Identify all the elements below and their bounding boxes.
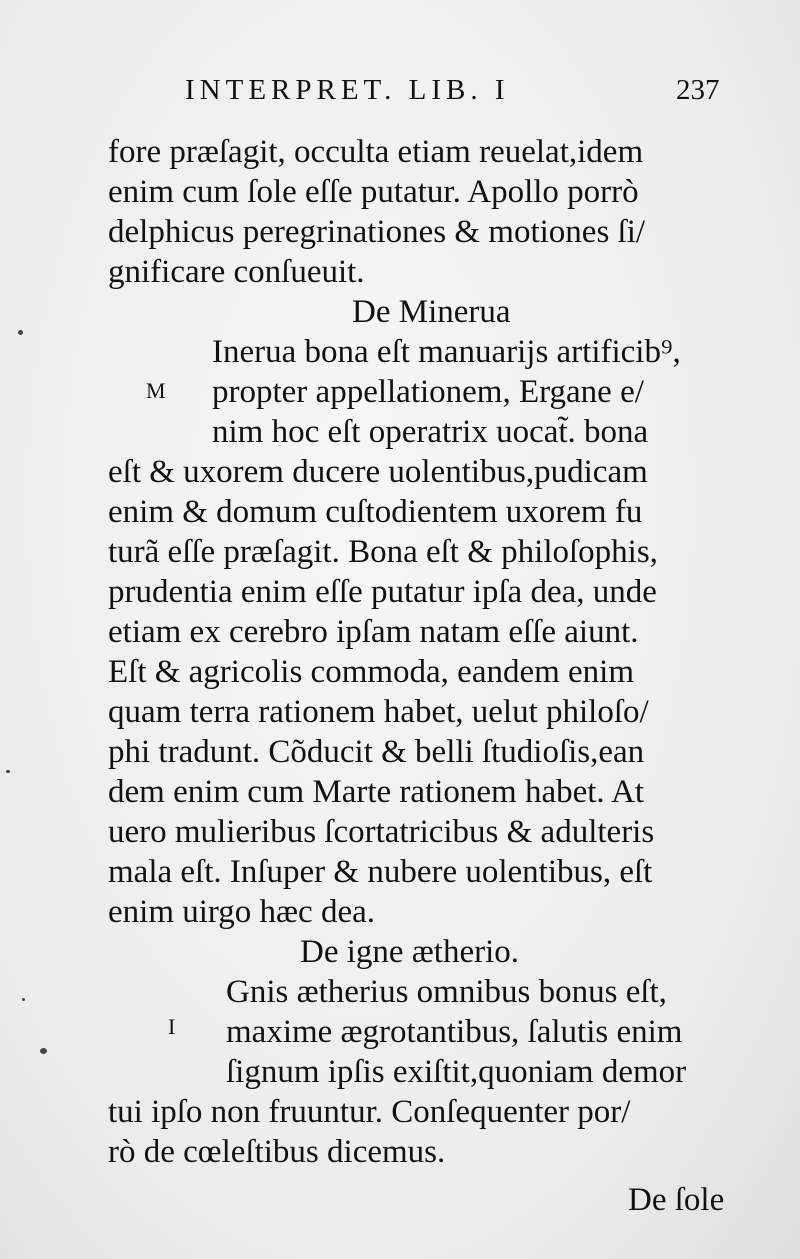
text-line: Inerua bona eſt manuarijs artificib⁹, bbox=[212, 334, 681, 370]
guide-letter-i: I bbox=[168, 1014, 177, 1039]
scan-speck bbox=[22, 998, 25, 1001]
text-line: nim hoc eſt operatrix uocat̃. bona bbox=[212, 414, 649, 450]
text-line: turã eſſe præſagit. Bona eſt & philoſophis, bbox=[108, 534, 658, 570]
text-line: mala eſt. Inſuper & nubere uolentibus, eſt bbox=[108, 854, 653, 890]
guide-letter-m: M bbox=[146, 378, 167, 403]
text-line: eſt & uxorem ducere uolentibus,pudicam bbox=[108, 454, 648, 490]
text-line: quam terra rationem habet, uelut philoſo/ bbox=[108, 694, 649, 730]
catchword: De ſole bbox=[628, 1182, 725, 1218]
scan-speck bbox=[6, 770, 10, 773]
section-heading-minerva: De Minerua bbox=[352, 294, 511, 330]
text-line: ſignum ipſis exiſtit,quoniam demor bbox=[226, 1054, 687, 1090]
text-line: uero mulieribus ſcortatricibus & adulteris bbox=[108, 814, 655, 850]
text-line: enim & domum cuſtodientem uxorem fu bbox=[108, 494, 643, 530]
text-line: delphicus peregrinationes & motiones ſi/ bbox=[108, 214, 646, 250]
text-line: propter appellationem, Ergane e/ bbox=[212, 374, 644, 410]
text-line: enim cum ſole eſſe putatur. Apollo porrò bbox=[108, 174, 639, 210]
text-line: Gnis ætherius omnibus bonus eſt, bbox=[226, 974, 667, 1010]
text-line: prudentia enim eſſe putatur ipſa dea, unde bbox=[108, 574, 657, 610]
scan-speck bbox=[18, 330, 23, 335]
text-line: etiam ex cerebro ipſam natam eſſe aiunt. bbox=[108, 614, 639, 650]
text-line: Eſt & agricolis commoda, eandem enim bbox=[108, 654, 635, 690]
text-line: dem enim cum Marte rationem habet. At bbox=[108, 774, 645, 810]
text-line: rò de cœleſtibus dicemus. bbox=[108, 1134, 446, 1170]
scan-speck bbox=[40, 1048, 47, 1054]
text-line: enim uirgo hæc dea. bbox=[108, 894, 375, 930]
text-line: gnificare conſueuit. bbox=[108, 254, 365, 290]
text-line: tui ipſo non fruuntur. Conſequenter por/ bbox=[108, 1094, 631, 1130]
page-number: 237 bbox=[676, 74, 720, 106]
text-line: maxime ægrotantibus, ſalutis enim bbox=[226, 1014, 683, 1050]
running-head: INTERPRET. LIB. I bbox=[185, 74, 510, 106]
section-heading-aether: De igne ætherio. bbox=[300, 934, 520, 970]
text-line: fore præſagit, occulta etiam reuelat,idem bbox=[108, 134, 644, 170]
text-line: phi tradunt. Cõducit & belli ſtudioſis,ean bbox=[108, 734, 645, 770]
page-header bbox=[0, 70, 800, 118]
